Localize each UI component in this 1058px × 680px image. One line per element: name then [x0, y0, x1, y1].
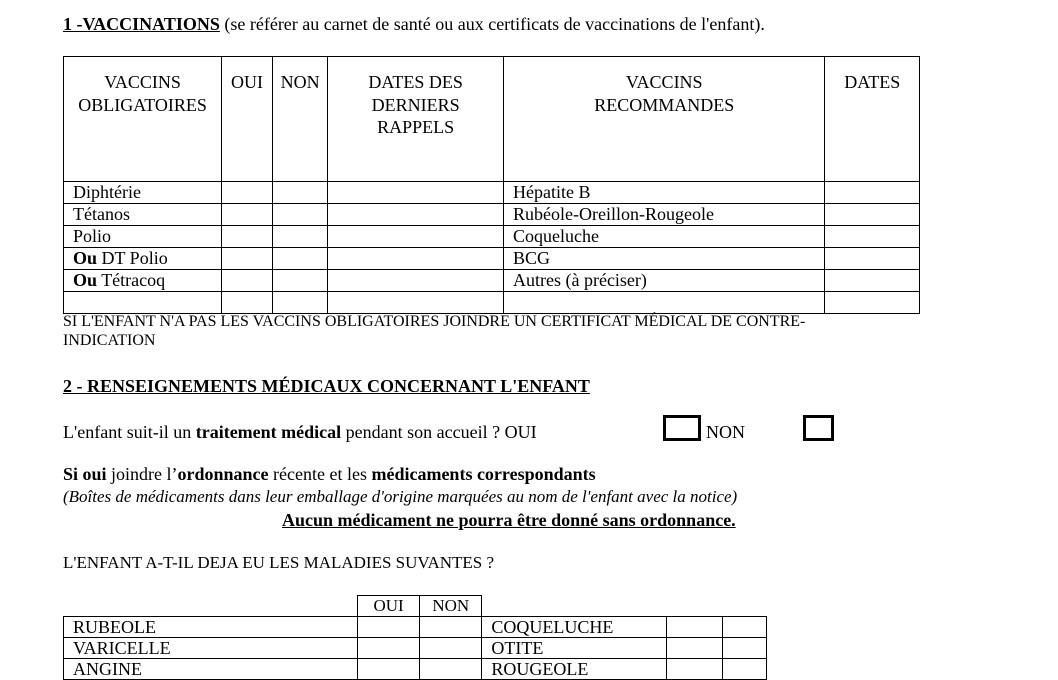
section1-title: 1 -VACCINATIONS: [63, 14, 220, 34]
yes-cell[interactable]: [358, 659, 420, 680]
contraindication-note-line2: INDICATION: [63, 332, 156, 349]
yes-cell[interactable]: [222, 182, 273, 204]
mandatory-vaccine-name: Diphtérie: [73, 182, 141, 202]
no-cell[interactable]: [420, 659, 482, 680]
yes-checkbox[interactable]: [663, 415, 701, 441]
header-yes: OUI: [358, 596, 420, 617]
prescription-instruction: [63, 463, 596, 485]
date-cell[interactable]: [825, 248, 920, 270]
recommended-vaccine-name: BCG: [503, 248, 824, 270]
treatment-question-bold: traitement médical: [195, 422, 342, 442]
no-cell[interactable]: [272, 270, 327, 292]
prescription-part3: ordonnance: [177, 464, 269, 484]
yes-cell[interactable]: [222, 270, 273, 292]
no-cell[interactable]: [272, 248, 327, 270]
vaccine-row: [64, 270, 920, 292]
no-cell[interactable]: [420, 638, 482, 659]
date-cell[interactable]: [825, 182, 920, 204]
mandatory-vaccine-cell: [64, 182, 222, 204]
recommended-vaccine-name: Rubéole-Oreillon-Rougeole: [503, 204, 824, 226]
disease-name-left: VARICELLE: [64, 638, 358, 659]
mandatory-vaccine-cell[interactable]: [64, 292, 222, 314]
recall-date-cell[interactable]: [328, 292, 504, 314]
recall-date-cell[interactable]: [328, 226, 504, 248]
treatment-question-part1: L'enfant suit-il un: [63, 422, 196, 442]
packaging-note: (Boîtes de médicaments dans leur emballage d'origine marquées au nom de l'enfant avec la notice): [63, 487, 738, 506]
yes-cell[interactable]: [667, 659, 723, 680]
mandatory-vaccine-name: Tétanos: [73, 204, 130, 224]
yes-cell[interactable]: [358, 638, 420, 659]
vaccine-row: [64, 204, 920, 226]
no-cell[interactable]: [272, 204, 327, 226]
header-recall-dates: DATES DES DERNIERS RAPPELS: [328, 57, 504, 182]
no-cell[interactable]: [272, 292, 327, 314]
treatment-question: [63, 421, 537, 443]
vaccine-row: [64, 226, 920, 248]
prescription-part5: médicaments correspondants: [371, 464, 596, 484]
vaccine-row-empty: [64, 292, 920, 314]
no-cell[interactable]: [272, 182, 327, 204]
no-label: NON: [706, 422, 745, 442]
no-cell[interactable]: [272, 226, 327, 248]
header-no: NON: [272, 57, 327, 182]
recall-date-cell[interactable]: [328, 270, 504, 292]
disease-name-right: COQUELUCHE: [482, 617, 667, 638]
mandatory-vaccine-cell: [64, 248, 222, 270]
yes-cell[interactable]: [667, 638, 723, 659]
disease-row: [64, 659, 767, 680]
date-cell[interactable]: [825, 204, 920, 226]
header-no: NON: [420, 596, 482, 617]
date-cell[interactable]: [825, 292, 920, 314]
mandatory-vaccine-name: DT Polio: [97, 248, 168, 268]
recommended-vaccine-name: Autres (à préciser): [503, 270, 824, 292]
yes-cell[interactable]: [667, 617, 723, 638]
diseases-table-header: [64, 596, 767, 617]
diseases-question: L'ENFANT A-T-IL DEJA EU LES MALADIES SUVANTES ?: [63, 553, 495, 572]
recommended-vaccine-name: Hépatite B: [503, 182, 824, 204]
disease-name-left: ANGINE: [64, 659, 358, 680]
recall-date-cell[interactable]: [328, 182, 504, 204]
vaccines-table: [63, 56, 920, 314]
contraindication-note-line1: SI L'ENFANT N'A PAS LES VACCINS OBLIGATOIRES JOINDRE UN CERTIFICAT MÉDICAL DE CONTRE-: [63, 313, 806, 330]
diseases-table: [63, 595, 767, 680]
yes-cell[interactable]: [222, 292, 273, 314]
recommended-vaccine-name: Coqueluche: [503, 226, 824, 248]
section1-heading: [63, 13, 765, 35]
vaccine-row: [64, 182, 920, 204]
yes-cell[interactable]: [222, 248, 273, 270]
prescription-part4: récente et les: [268, 464, 372, 484]
disease-name-right: OTITE: [482, 638, 667, 659]
recommended-vaccine-cell[interactable]: [503, 292, 824, 314]
header-yes: OUI: [222, 57, 273, 182]
no-cell[interactable]: [722, 659, 766, 680]
disease-name-right: ROUGEOLE: [482, 659, 667, 680]
mandatory-vaccine-name: Polio: [73, 226, 112, 246]
prescription-part1: Si oui: [63, 464, 107, 484]
mandatory-vaccine-cell: [64, 270, 222, 292]
section1-note: (se référer au carnet de santé ou aux certificats de vaccinations de l'enfant).: [219, 14, 765, 34]
recall-date-cell[interactable]: [328, 248, 504, 270]
date-cell[interactable]: [825, 270, 920, 292]
mandatory-vaccine-cell: [64, 226, 222, 248]
no-checkbox[interactable]: [803, 415, 834, 441]
yes-cell[interactable]: [222, 204, 273, 226]
yes-cell[interactable]: [222, 226, 273, 248]
vaccine-prefix: Ou: [73, 248, 98, 268]
date-cell[interactable]: [825, 226, 920, 248]
vaccine-row: [64, 248, 920, 270]
yes-cell[interactable]: [358, 617, 420, 638]
header-dates: DATES: [825, 57, 920, 182]
disease-row: [64, 638, 767, 659]
no-cell[interactable]: [722, 638, 766, 659]
disease-row: [64, 617, 767, 638]
header-mandatory-vaccines: VACCINS OBLIGATOIRES: [64, 57, 222, 182]
prescription-part2: joindre l’: [106, 464, 178, 484]
vaccine-prefix: Ou: [73, 270, 98, 290]
no-cell[interactable]: [420, 617, 482, 638]
vaccines-table-header: [64, 57, 920, 182]
no-medication-warning: Aucun médicament ne pourra être donné sans ordonnance.: [282, 510, 736, 530]
mandatory-vaccine-cell: [64, 204, 222, 226]
header-recommended-vaccines: VACCINS RECOMMANDES: [503, 57, 824, 182]
no-cell[interactable]: [722, 617, 766, 638]
treatment-question-part2: pendant son accueil ? OUI: [341, 422, 537, 442]
section2-title: 2 - RENSEIGNEMENTS MÉDICAUX CONCERNANT L'ENFANT: [63, 376, 590, 396]
disease-name-left: RUBEOLE: [64, 617, 358, 638]
mandatory-vaccine-name: Tétracoq: [97, 270, 166, 290]
recall-date-cell[interactable]: [328, 204, 504, 226]
